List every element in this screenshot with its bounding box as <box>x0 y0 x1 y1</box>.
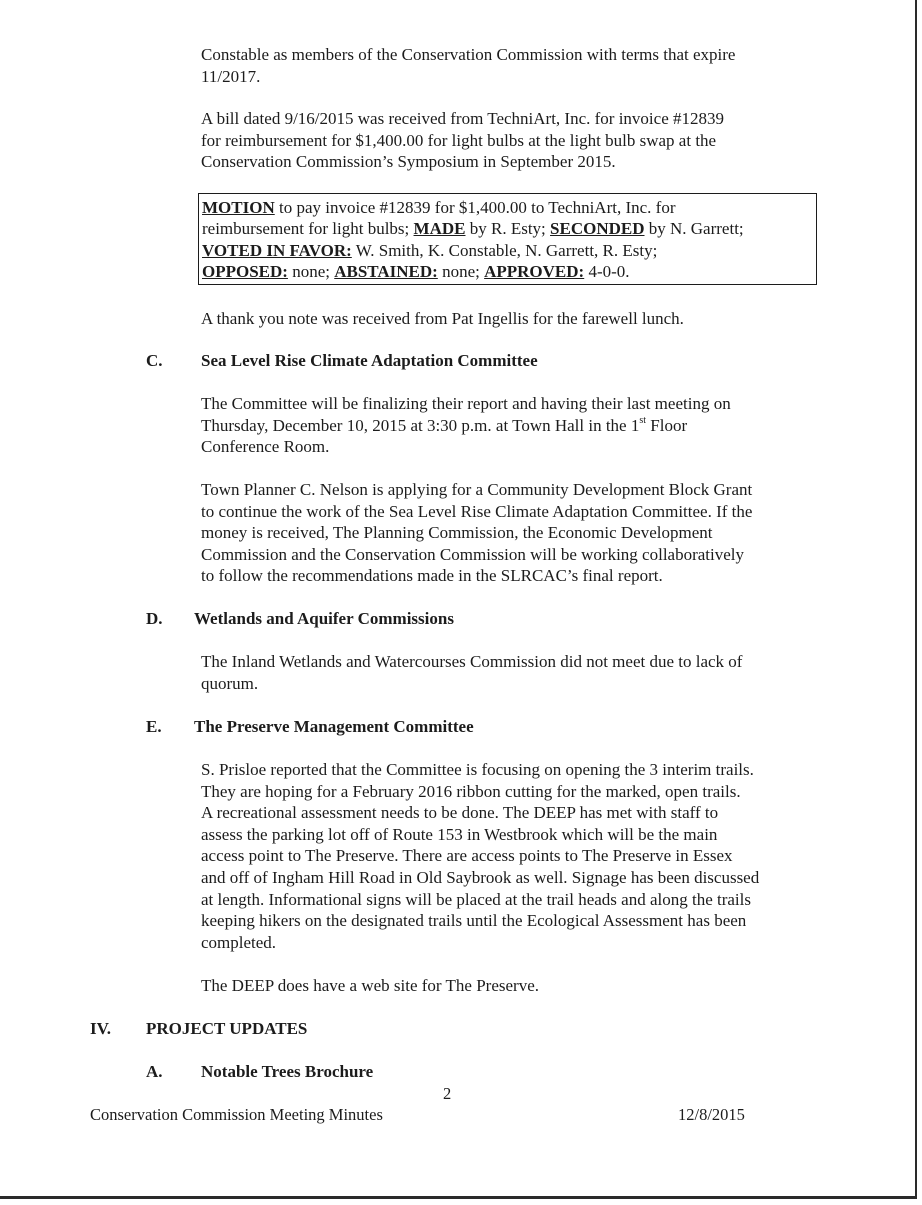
text-line <box>201 415 731 437</box>
text-segment: Floor <box>646 415 688 435</box>
page-number: 2 <box>443 1084 452 1103</box>
approved-value: 4-0-0. <box>584 262 630 282</box>
paragraph-constable <box>201 44 735 87</box>
text-line: A recreational assessment needs to be done. The DEEP has met with staff to <box>201 803 719 823</box>
motion-text: reimbursement for light bulbs; <box>202 219 414 239</box>
text-line: They are hoping for a February 2016 ribbon cutting for the marked, open trails. <box>201 781 741 801</box>
text-line: The DEEP does have a web site for The Preserve. <box>201 976 539 995</box>
voted-label: VOTED IN FAVOR: <box>202 240 352 260</box>
text-line: Conference Room. <box>201 437 330 457</box>
text-line: quorum. <box>201 673 259 693</box>
paragraph-block-grant <box>201 479 752 587</box>
text-line: keeping hikers on the designated trails until the Ecological Assessment has been <box>201 911 747 931</box>
superscript: st <box>639 414 647 426</box>
text-line: Commission and the Conservation Commission will be working collaboratively <box>201 544 745 564</box>
text-line: 11/2017. <box>201 66 261 86</box>
section-iv-title: PROJECT UPDATES <box>146 1019 308 1038</box>
text-line: to follow the recommendations made in the SLRCAC’s final report. <box>201 566 663 586</box>
text-segment: Thursday, December 10, 2015 at 3:30 p.m. at Town Hall in the 1 <box>201 415 640 435</box>
section-e-letter: E. <box>146 717 162 736</box>
text-line: The Inland Wetlands and Watercourses Commission did not meet due to lack of <box>201 652 743 671</box>
footer-doc-title: Conservation Commission Meeting Minutes <box>90 1105 383 1124</box>
section-d-title: Wetlands and Aquifer Commissions <box>194 609 454 628</box>
seconded-by: by N. Garrett; <box>644 219 744 239</box>
text-line: The Committee will be finalizing their report and having their last meeting on <box>201 394 731 413</box>
abstained-label: ABSTAINED: <box>334 262 438 282</box>
approved-label: APPROVED: <box>484 262 585 282</box>
text-line: A bill dated 9/16/2015 was received from TechniArt, Inc. for invoice #12839 <box>201 109 724 128</box>
text-line: for reimbursement for $1,400.00 for light bulbs at the light bulb swap at the <box>201 130 717 150</box>
motion-line-4 <box>202 261 816 282</box>
motion-text: to pay invoice #12839 for $1,400.00 to TechniArt, Inc. for <box>274 198 676 217</box>
text-line: Conservation Commission’s Symposium in September 2015. <box>201 152 616 172</box>
text-line: money is received, The Planning Commission, the Economic Development <box>201 523 713 543</box>
paragraph-deep-website <box>201 975 539 997</box>
text-line: A thank you note was received from Pat Ingellis for the farewell lunch. <box>201 309 684 328</box>
made-by: by R. Esty; <box>465 219 551 239</box>
paragraph-wetlands <box>201 651 742 694</box>
section-c-title: Sea Level Rise Climate Adaptation Committee <box>201 351 538 370</box>
text-line: access point to The Preserve. There are access points to The Preserve in Essex <box>201 846 733 866</box>
motion-box <box>198 193 817 285</box>
text-line: and off of Ingham Hill Road in Old Saybrook as well. Signage has been discussed <box>201 867 760 887</box>
opposed-value: none; <box>287 262 335 282</box>
paragraph-bill <box>201 108 724 173</box>
motion-line-2 <box>202 218 816 239</box>
text-line: Constable as members of the Conservation Commission with terms that expire <box>201 45 736 64</box>
section-c-letter: C. <box>146 351 163 370</box>
text-line: completed. <box>201 932 277 952</box>
made-label: MADE <box>413 219 466 239</box>
section-iv-a-letter: A. <box>146 1062 163 1081</box>
text-line: assess the parking lot off of Route 153 in Westbrook which will be the main <box>201 824 718 844</box>
paragraph-preserve <box>201 759 759 953</box>
section-d-letter: D. <box>146 609 163 628</box>
opposed-label: OPPOSED: <box>202 262 288 282</box>
motion-line-3 <box>202 240 816 261</box>
text-line: at length. Informational signs will be placed at the trail heads and along the trails <box>201 889 751 909</box>
seconded-label: SECONDED <box>550 219 645 239</box>
footer-date: 12/8/2015 <box>678 1105 745 1124</box>
motion-line-1 <box>202 197 816 218</box>
text-line: to continue the work of the Sea Level Rise Climate Adaptation Committee. If the <box>201 501 753 521</box>
abstained-value: none; <box>437 262 485 282</box>
paragraph-committee-report <box>201 393 731 458</box>
section-iv-numeral: IV. <box>90 1019 111 1038</box>
voted-names: W. Smith, K. Constable, N. Garrett, R. Esty; <box>351 240 658 260</box>
motion-label: MOTION <box>202 198 275 217</box>
text-line: S. Prisloe reported that the Committee is focusing on opening the 3 interim trails. <box>201 760 754 779</box>
paragraph-thanks <box>201 308 684 330</box>
section-e-title: The Preserve Management Committee <box>194 717 474 736</box>
text-line: Town Planner C. Nelson is applying for a Community Development Block Grant <box>201 480 753 499</box>
section-iv-a-title: Notable Trees Brochure <box>201 1062 374 1081</box>
